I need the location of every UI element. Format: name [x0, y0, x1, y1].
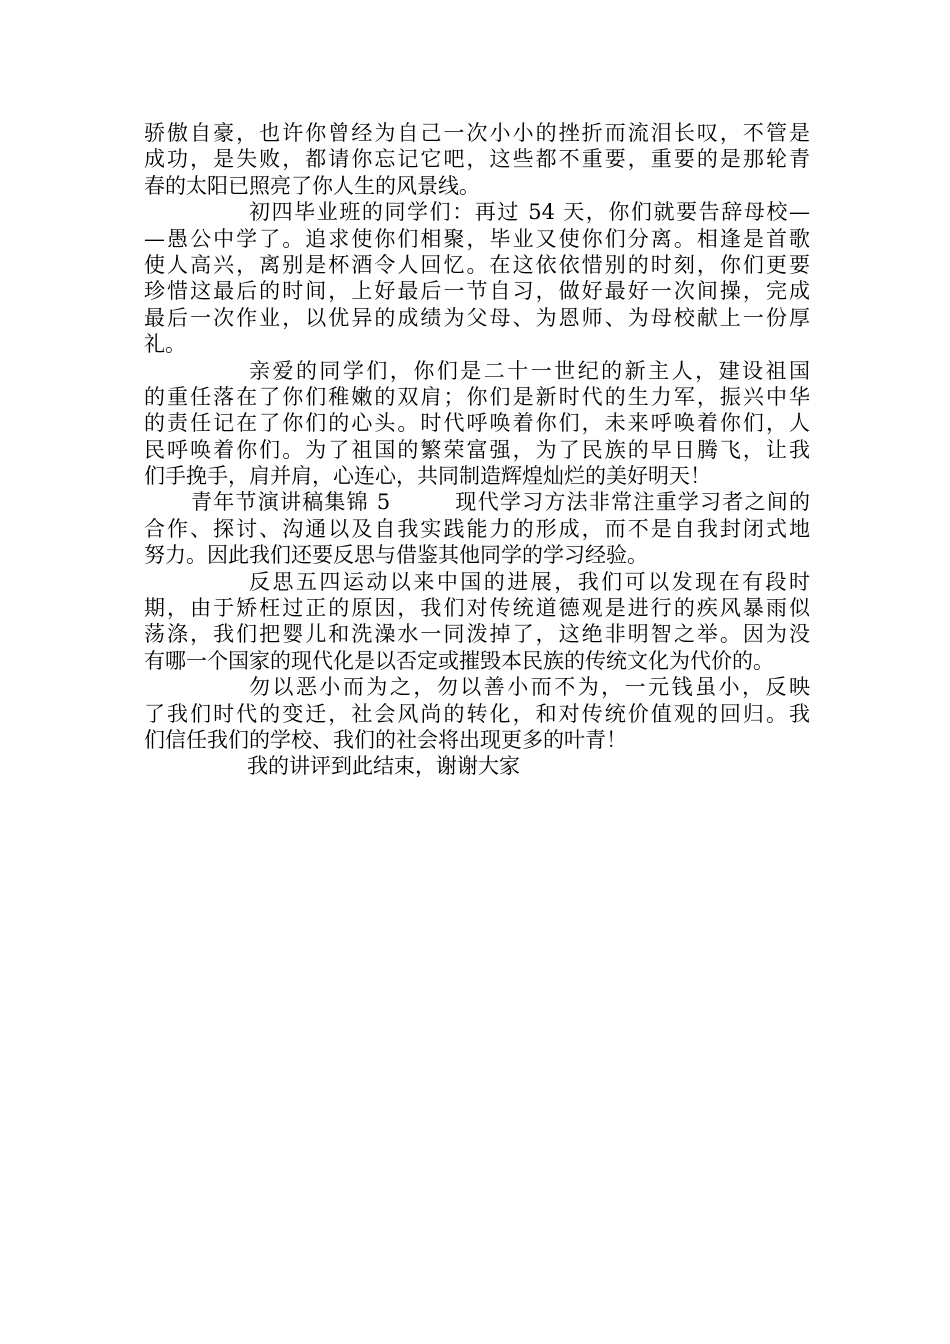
- section-heading-line: [144, 489, 810, 515]
- text-line: 努力。因此我们还要反思与借鉴其他同学的学习经验。: [144, 543, 648, 568]
- text-line: 现代学习方法非常注重学习者之间的: [454, 490, 810, 515]
- text-line: 民呼唤着你们。为了祖国的繁荣富强，为了民族的早日腾飞，让我: [144, 437, 810, 462]
- text-line: 们信任我们的学校、我们的社会将出现更多的叶青！: [144, 727, 627, 752]
- closing-line: 我的讲评到此结束，谢谢大家: [247, 754, 520, 779]
- text-line: 春的太阳已照亮了你人生的风景线。: [144, 173, 480, 198]
- section-heading: 青年节演讲稿集锦 5: [191, 490, 391, 515]
- text-line: 有哪一个国家的现代化是以否定或摧毁本民族的传统文化为代价的。: [144, 648, 774, 673]
- text-line: 成功，是失败，都请你忘记它吧，这些都不重要，重要的是那轮青: [144, 147, 810, 172]
- text-line: —愚公中学了。追求使你们相聚，毕业又使你们分离。相逢是首歌: [144, 226, 810, 251]
- text-line: 使人高兴，离别是杯酒令人回忆。在这依依惜别的时刻，你们更要: [144, 252, 810, 277]
- text-line: 们手挽手，肩并肩，心连心，共同制造辉煌灿烂的美好明天！: [144, 464, 711, 489]
- body-text: [144, 120, 810, 780]
- text-line: 最后一次作业，以优异的成绩为父母、为恩师、为母校献上一份厚: [144, 305, 810, 330]
- paragraph-start-line: 反思五四运动以来中国的进展，我们可以发现在有段时: [249, 569, 810, 594]
- text-line: 合作、探讨、沟通以及自我实践能力的形成，而不是自我封闭式地: [144, 516, 810, 541]
- paragraph-start-line: 亲爱的同学们，你们是二十一世纪的新主人，建设祖国: [249, 358, 810, 383]
- text-line: 期，由于矫枉过正的原因，我们对传统道德观是进行的疾风暴雨似: [144, 596, 810, 621]
- paragraph-start-line: 初四毕业班的同学们：再过 54 天，你们就要告辞母校—: [249, 200, 810, 225]
- text-line: 的责任记在了你们的心头。时代呼唤着你们，未来呼唤着你们，人: [144, 411, 810, 436]
- text-line: 了我们时代的变迁，社会风尚的转化，和对传统价值观的回归。我: [144, 701, 810, 726]
- paragraph-start-line: 勿以恶小而为之，勿以善小而不为，一元钱虽小，反映: [249, 675, 810, 700]
- text-line: 珍惜这最后的时间，上好最后一节自习，做好最好一次间操，完成: [144, 279, 810, 304]
- text-line: 骄傲自豪，也许你曾经为自己一次小小的挫折而流泪长叹，不管是: [144, 121, 810, 145]
- text-line: 礼。: [144, 332, 186, 357]
- text-line: 的重任落在了你们稚嫩的双肩；你们是新时代的生力军，振兴中华: [144, 384, 810, 409]
- text-line: 荡涤，我们把婴儿和洗澡水一同泼掉了，这绝非明智之举。因为没: [144, 622, 810, 647]
